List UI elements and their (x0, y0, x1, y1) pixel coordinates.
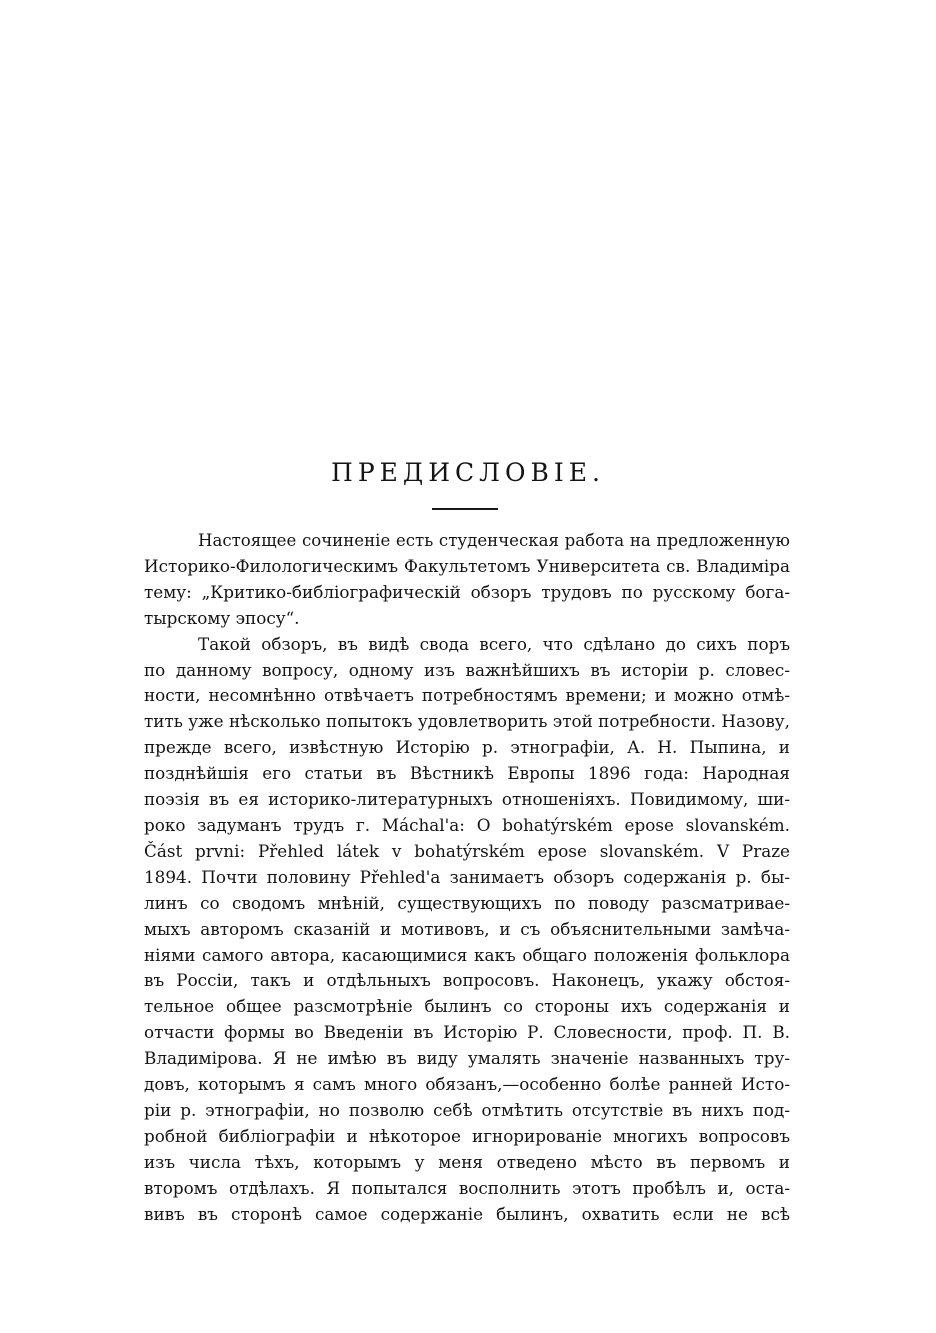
text-line: ріи р. этнографіи, но позволю себѣ отмѣтить отсутствіе въ нихъ под- (144, 1099, 790, 1120)
text-line: Část prvni: Přehled látek v bohatýrském epose slovanském. V Praze (144, 840, 790, 861)
text-line: поэзія въ ея историко-литературныхъ отношеніяхъ. Повидимому, ши- (144, 789, 790, 810)
text-line: линъ со сводомъ мнѣній, существующихъ по поводу разсматривае- (144, 892, 790, 913)
text-line: тему: „Критико-библіографическій обзоръ трудовъ по русскому бога- (144, 581, 790, 602)
page-title: ПРЕДИСЛОВІЕ. (331, 458, 605, 487)
text-line: Владимірова. Я не имѣю въ виду умалять значеніе названныхъ тру- (144, 1048, 790, 1069)
text-line: въ Россіи, такъ и отдѣльныхъ вопросовъ. Наконецъ, укажу обстоя- (144, 970, 790, 991)
text-line: прежде всего, извѣстную Исторію р. этнографіи, А. Н. Пыпина, и (144, 737, 790, 758)
text-line: позднѣйшія его статьи въ Вѣстникѣ Европы 1896 года: Народная (144, 763, 790, 784)
text-line: изъ числа тѣхъ, которымъ у меня отведено мѣсто въ первомъ и (144, 1151, 790, 1172)
text-line: 1894. Почти половину Přehled'a занимаетъ обзоръ содержанія р. бы- (144, 866, 790, 887)
text-line: вивъ въ сторонѣ самое содержаніе былинъ, охватить если не всѣ (144, 1203, 790, 1224)
text-line: по данному вопросу, одному изъ важнѣйшихъ въ исторіи р. словес- (144, 659, 790, 680)
text-line: Историко-Филологическимъ Факультетомъ Университета св. Владиміра (144, 555, 790, 576)
text-line: Настоящее сочиненіе есть студенческая работа на предложенную (198, 531, 790, 550)
text-line: Такой обзоръ, въ видѣ свода всего, что сдѣлано до сихъ поръ (198, 633, 790, 654)
text-line: роко задуманъ трудъ г. Máchal'a: O bohatýrském epose slovanském. (144, 814, 790, 835)
text-line: ности, несомнѣнно отвѣчаетъ потребностямъ времени; и можно отмѣ- (144, 685, 790, 706)
text-line: тырскому эпосу“. (144, 607, 300, 628)
text-line: робной библіографіи и нѣкоторое игнорированіе многихъ вопросовъ (144, 1125, 790, 1146)
text-line: тельное общее разсмотрѣніе былинъ со стороны ихъ содержанія и (144, 996, 790, 1017)
paragraph-2 (144, 632, 790, 1228)
body-text (144, 528, 790, 1227)
text-line: ніями самого автора, касающимися какъ общаго положенія фольклора (144, 944, 790, 965)
text-line: второмъ отдѣлахъ. Я попытался восполнить этотъ пробѣлъ и, оста- (144, 1177, 790, 1198)
title-underline-rule (432, 508, 498, 510)
text-line: мыхъ авторомъ сказаній и мотивовъ, и съ объяснительными замѣча- (144, 918, 790, 939)
text-line: довъ, которымъ я самъ много обязанъ,—особенно болѣе ранней Исто- (144, 1074, 790, 1095)
paragraph-1 (144, 528, 790, 632)
text-line: тить уже нѣсколько попытокъ удовлетворить этой потребности. Назову, (144, 711, 790, 732)
text-line: отчасти формы во Введеніи въ Исторію Р. Словесности, проф. П. В. (144, 1022, 790, 1043)
